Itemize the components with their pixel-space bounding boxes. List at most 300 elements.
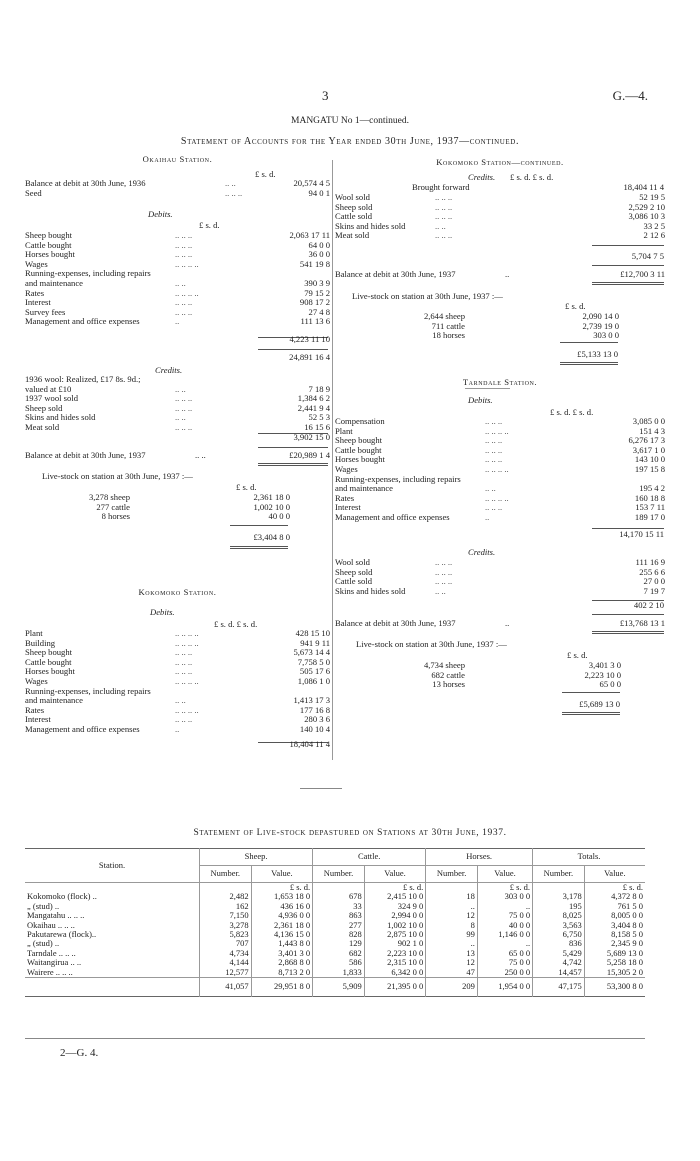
cell-cn: 678	[313, 892, 365, 901]
cell-tn: 3,178	[533, 892, 585, 901]
ledger-label: Cattle bought	[25, 240, 72, 250]
table-row	[25, 930, 645, 939]
ledger-amount: 189 17 0	[634, 511, 665, 522]
ledger-amount: 541 19 8	[299, 258, 330, 269]
ledger-row	[25, 260, 330, 270]
ledger-leader: .. ..	[175, 277, 186, 288]
cell-tn: 3,563	[533, 921, 585, 930]
ledger-leader: .. .. .. ..	[485, 425, 509, 436]
cell-sn: 4,144	[200, 958, 252, 967]
col-station: Station.	[98, 859, 126, 870]
livestock-row	[60, 512, 290, 522]
ledger-row	[25, 189, 330, 199]
ledger-label: and maintenance	[25, 278, 83, 288]
ledger-row	[335, 558, 665, 568]
tarndale-balance-table	[335, 619, 665, 629]
total-all-number: 47,175	[533, 978, 585, 997]
ledger-label: Sheep bought	[25, 648, 73, 658]
kokomoko-cont-livestock-col: £ s. d.	[565, 301, 586, 311]
ledger-label: Meat sold	[25, 422, 60, 432]
okaihau-col-head: £ s. d.	[255, 169, 276, 179]
ledger-leader: .. .. .. ..	[175, 675, 199, 686]
okaihau-debits-head: Debits.	[148, 209, 173, 219]
unit-sheep: £ s. d.	[251, 883, 313, 893]
ledger-label: Sheep sold	[335, 567, 373, 577]
cell-cv: 324 9 0	[364, 902, 426, 911]
ledger-leader: .. .. ..	[175, 230, 193, 240]
cell-station: „ (stud) ..	[27, 900, 60, 911]
cell-sn: 7,150	[200, 911, 252, 920]
ledger-label: Seed	[25, 188, 42, 198]
ledger-row	[335, 270, 665, 280]
ledger-label: Wool sold	[335, 193, 370, 202]
ledger-leader: .. .. ..	[485, 444, 503, 455]
ledger-amount: 7 18 9	[308, 383, 330, 394]
livestock-kind: 13 horses	[432, 679, 465, 690]
ledger-label: Sheep bought	[25, 231, 73, 240]
ledger-leader	[175, 687, 266, 697]
ledger-amount: 111 16 9	[635, 557, 665, 567]
ledger-label: Skins and hides sold	[335, 221, 406, 231]
ledger-label: Survey fees	[25, 307, 66, 317]
ledger-label: Running-expenses, including repairs	[25, 269, 151, 279]
okaihau-balance-table	[25, 451, 330, 461]
tarndale-livestock-col: £ s. d.	[567, 650, 588, 660]
cell-hn: 99	[426, 930, 478, 939]
cell-cn: 863	[313, 911, 365, 920]
okaihau-opening-table	[25, 179, 330, 198]
cell-station: Waitangirua .. ..	[27, 957, 82, 968]
ledger-leader: .. .. ..	[175, 647, 193, 658]
ledger-leader: ..	[485, 511, 490, 522]
cell-cv: 2,415 10 0	[364, 892, 426, 901]
ledger-leader: .. .. ..	[485, 502, 503, 513]
cell-tn: 14,457	[533, 968, 585, 978]
okaihau-livestock-col: £ s. d.	[236, 482, 257, 492]
cell-hn: 47	[426, 968, 478, 978]
table-row	[25, 892, 645, 901]
kokomoko-cont-balance-table	[335, 270, 665, 280]
ledger-amount: 160 18 8	[634, 492, 665, 503]
okaihau-credits-total: 3,902 15 0	[293, 432, 330, 442]
livestock-leader	[465, 671, 561, 681]
kokomoko-debits-head: Debits.	[150, 607, 175, 617]
table-row	[25, 958, 645, 967]
ledger-amount: 2 12 6	[643, 230, 665, 241]
livestock-leader	[465, 322, 559, 332]
kokomoko-cont-credits-table	[335, 193, 665, 241]
okaihau-credits-table	[25, 375, 330, 433]
ledger-row	[25, 423, 330, 433]
sub-value: Value.	[251, 866, 313, 883]
document-ref: G.—4.	[612, 88, 648, 103]
tarndale-debits-table	[335, 417, 665, 523]
sub-number: Number.	[426, 866, 478, 883]
cell-cn: 828	[313, 930, 365, 939]
cell-tv: 8,158 5 0	[584, 930, 645, 939]
cell-hv: 1,146 0 0	[477, 930, 532, 939]
kokomoko-cont-livestock-head: Live-stock on station at 30th June, 1937 :—	[352, 291, 503, 301]
ledger-leader: .. .. ..	[175, 666, 193, 677]
ledger-amount: 2,063 17 11	[289, 230, 330, 240]
cell-hn: ..	[426, 939, 478, 948]
ledger-row	[25, 451, 330, 461]
cell-hv: 75 0 0	[477, 958, 532, 967]
cell-cn: 1,833	[313, 968, 365, 978]
tarndale-livestock-table	[395, 661, 621, 690]
ledger-leader: ..	[505, 269, 510, 279]
cell-cv: 2,994 0 0	[364, 911, 426, 920]
ledger-amount: 7 19 7	[643, 585, 665, 596]
cell-cn: 129	[313, 939, 365, 948]
livestock-kind: 3,278 sheep	[88, 492, 130, 502]
ledger-amount: 3,617 1 0	[632, 444, 665, 455]
ledger-leader: .. .. ..	[435, 566, 453, 577]
table-row	[25, 911, 645, 920]
ledger-leader: ..	[175, 723, 180, 734]
ledger-leader: .. .. ..	[225, 187, 243, 198]
total-cattle-value: 21,395 0 0	[364, 978, 426, 997]
cell-cv: 2,875 10 0	[364, 930, 426, 939]
sub-value: Value.	[364, 866, 426, 883]
cell-hv: ..	[477, 902, 532, 911]
okaihau-livestock-table	[60, 493, 290, 522]
group-sheep: Sheep.	[200, 849, 313, 866]
livestock-row	[395, 322, 619, 332]
livestock-kind: 18 horses	[432, 330, 465, 341]
livestock-kind: 277 cattle	[96, 501, 130, 512]
ledger-row	[335, 587, 665, 597]
ledger-leader: .. ..	[175, 695, 186, 706]
ledger-leader: .. .. ..	[485, 454, 503, 465]
livestock-row	[395, 671, 621, 681]
ledger-label: Skins and hides sold	[335, 586, 406, 596]
ledger-leader: .. .. .. ..	[175, 704, 199, 715]
ledger-amount: 6,276 17 3	[628, 435, 665, 446]
ledger-label: 1936 wool: Realized, £17 8s. 9d.;	[25, 375, 141, 384]
cell-station: „ (stud) ..	[27, 938, 60, 949]
ledger-amount: 177 16 8	[299, 704, 330, 715]
ledger-amount: 7,758 5 0	[297, 656, 330, 667]
kokomoko-debits-total: 18,404 11 4	[289, 739, 330, 749]
ledger-leader: .. .. .. ..	[175, 637, 199, 648]
ledger-amount: 197 15 8	[634, 463, 665, 474]
cell-tn: 195	[533, 902, 585, 911]
livestock-value: 40 0 0	[268, 511, 290, 522]
ledger-label: Rates	[25, 705, 45, 715]
cell-sv: 3,401 3 0	[251, 949, 313, 958]
ledger-amount: 111 13 6	[300, 316, 330, 327]
cell-tv: 4,372 8 0	[584, 892, 645, 901]
cell-sv: 1,443 8 0	[251, 939, 313, 948]
ledger-leader: .. .. ..	[175, 297, 193, 308]
kokomoko-cont-livestock-table	[395, 312, 619, 341]
ledger-leader	[175, 375, 266, 385]
ledger-leader: .. .. .. ..	[175, 287, 199, 298]
ledger-leader: .. .. ..	[175, 714, 193, 725]
cell-tv: 15,305 2 0	[584, 968, 645, 978]
livestock-statement-title: Statement of Live-stock depastured on Stations at 30th June, 1937.	[193, 828, 507, 838]
table-row	[25, 968, 645, 978]
ledger-amount: 151 4 3	[639, 425, 665, 436]
cell-sn: 12,577	[200, 968, 252, 978]
livestock-kind: 2,644 sheep	[423, 311, 465, 321]
ledger-label: Balance at debit at 30th June, 1936	[25, 179, 146, 188]
statement-title: Statement of Accounts for the Year ended 30th June, 1937—continued.	[180, 136, 520, 147]
ledger-label: Wages	[335, 464, 358, 474]
cell-cn: 277	[313, 921, 365, 930]
cell-sv: 436 16 0	[251, 902, 313, 911]
ledger-leader: .. .. ..	[435, 576, 453, 587]
ledger-amount: £13,768 13 1	[619, 618, 665, 628]
ledger-label: Rates	[335, 493, 355, 503]
cell-sn: 4,734	[200, 949, 252, 958]
sub-number: Number.	[313, 866, 365, 883]
ledger-label: Sheep sold	[25, 403, 63, 413]
livestock-row	[395, 331, 619, 341]
kokomoko-cont-credits-head: Credits.	[468, 172, 496, 182]
livestock-leader	[465, 331, 559, 341]
kokomoko-title: Kokomoko Station.	[138, 587, 217, 597]
cell-sn: 162	[200, 902, 252, 911]
ledger-amount: 27 4 8	[308, 306, 330, 317]
ledger-row	[335, 475, 665, 485]
cell-tv: 8,005 0 0	[584, 911, 645, 920]
cell-station: Mangatahu .. .. ..	[27, 910, 85, 921]
ledger-amount: 94 0 1	[308, 187, 330, 198]
ledger-label: Sheep sold	[335, 202, 373, 212]
tarndale-debits-head: Debits.	[468, 395, 493, 405]
ledger-leader: .. ..	[175, 412, 186, 423]
table-row	[25, 949, 645, 958]
ledger-label: and maintenance	[335, 484, 393, 494]
ledger-amount: 140 10 4	[299, 723, 330, 734]
cell-sv: 2,868 8 0	[251, 958, 313, 967]
cell-tv: 2,345 9 0	[584, 939, 645, 948]
ledger-label: Skins and hides sold	[25, 413, 96, 423]
column-divider	[332, 160, 333, 760]
ledger-label: Balance at debit at 30th June, 1937	[335, 269, 456, 279]
livestock-leader	[465, 680, 561, 690]
cell-hv: 250 0 0	[477, 968, 532, 978]
cell-sv: 1,653 18 0	[251, 892, 313, 901]
unit-totals: £ s. d.	[584, 883, 645, 893]
cell-hn: 12	[426, 958, 478, 967]
report-title-text: MANGATU No 1—continued.	[291, 116, 409, 126]
unit-cattle: £ s. d.	[364, 883, 426, 893]
ledger-label: Horses bought	[25, 667, 75, 677]
ledger-leader: .. .. ..	[175, 402, 193, 413]
ledger-row	[335, 203, 665, 213]
cell-hn: 12	[426, 911, 478, 920]
livestock-value: 1,002 10 0	[253, 501, 290, 512]
livestock-kind: 8 horses	[101, 511, 130, 522]
okaihau-title: Okaihau Station.	[142, 154, 213, 164]
cell-station: Pakutarewa (flock)..	[27, 929, 97, 940]
ledger-leader: .. .. .. ..	[175, 258, 199, 269]
cell-hv: ..	[477, 939, 532, 948]
sub-number: Number.	[533, 866, 585, 883]
ledger-label: Plant	[335, 426, 353, 436]
ledger-label: Interest	[25, 298, 51, 308]
kokomoko-cont-brought-label: Brought forward	[412, 182, 470, 192]
kokomoko-cont-brought-value: 18,404 11 4	[623, 182, 664, 192]
ledger-label: Horses bought	[335, 455, 385, 465]
ledger-amount: 2,441 9 4	[297, 402, 330, 413]
cell-hn: 13	[426, 949, 478, 958]
group-cattle: Cattle.	[313, 849, 426, 866]
tarndale-credits-table	[335, 558, 665, 596]
ledger-label: Wages	[25, 676, 48, 686]
ledger-label: Interest	[335, 503, 361, 513]
ledger-amount: 33 2 5	[643, 220, 665, 231]
ledger-label: 1937 wool sold	[25, 394, 78, 404]
tarndale-debits-total: 14,170 15 11	[619, 529, 664, 539]
cell-tv: 3,404 8 0	[584, 921, 645, 930]
ledger-label: Horses bought	[25, 250, 75, 260]
livestock-leader	[130, 503, 230, 513]
cell-sn: 707	[200, 939, 252, 948]
kokomoko-cont-col-head: £ s. d. £ s. d.	[510, 172, 554, 182]
cell-hn: ..	[426, 902, 478, 911]
cell-hv: 40 0 0	[477, 921, 532, 930]
livestock-leader	[465, 312, 559, 322]
cell-hv: 75 0 0	[477, 911, 532, 920]
cell-tn: 836	[533, 939, 585, 948]
ledger-amount: 505 17 6	[299, 666, 330, 677]
ledger-label: Cattle sold	[335, 212, 372, 222]
cell-cn: 586	[313, 958, 365, 967]
cell-tn: 4,742	[533, 958, 585, 967]
kokomoko-cont-title: Kokomoko Station—continued.	[436, 157, 564, 167]
footer-ref: 2—G. 4.	[60, 1047, 99, 1059]
total-sheep-value: 29,951 8 0	[251, 978, 313, 997]
ledger-row	[335, 619, 665, 629]
sub-number: Number.	[200, 866, 252, 883]
ledger-leader: .. .. .. ..	[485, 492, 509, 503]
table-row	[25, 921, 645, 930]
okaihau-livestock-head: Live-stock on station at 30th June, 1937 :—	[42, 471, 193, 481]
ledger-row	[335, 513, 665, 523]
ledger-label: and maintenance	[25, 696, 83, 706]
ledger-leader: .. .. ..	[175, 249, 193, 260]
ledger-label: Cattle bought	[25, 657, 72, 667]
section-separator	[300, 788, 342, 789]
ledger-row	[335, 212, 665, 222]
livestock-kind: 711 cattle	[431, 320, 465, 331]
cell-cv: 6,342 0 0	[364, 968, 426, 978]
ledger-label: Wages	[25, 259, 48, 269]
livestock-value: 3,401 3 0	[588, 660, 621, 670]
ledger-leader: .. ..	[435, 585, 446, 596]
ledger-amount: 52 5 3	[308, 412, 330, 423]
ledger-amount: 2,529 2 10	[628, 201, 665, 212]
ledger-amount: 27 0 0	[643, 576, 665, 587]
livestock-value: 65 0 0	[599, 679, 621, 690]
ledger-row	[335, 568, 665, 578]
livestock-leader	[130, 512, 230, 522]
ledger-row	[25, 677, 330, 687]
sub-value: Value.	[584, 866, 645, 883]
cell-station: Okaihau .. .. ..	[27, 919, 75, 930]
ledger-label: Sheep bought	[335, 436, 383, 446]
ledger-amount: 79 15 2	[304, 287, 330, 298]
total-horses-value: 1,954 0 0	[477, 978, 532, 997]
cell-cv: 2,315 10 0	[364, 958, 426, 967]
ledger-amount: 941 9 11	[300, 637, 330, 648]
cell-sv: 8,713 2 0	[251, 968, 313, 978]
okaihau-grand-total: 24,891 16 4	[289, 352, 330, 362]
ledger-amount: £12,700 3 11	[620, 269, 665, 279]
livestock-kind: 4,734 sheep	[423, 660, 465, 670]
livestock-value: 2,223 10 0	[584, 669, 621, 680]
ledger-amount: 36 0 0	[308, 249, 330, 260]
ledger-label: Balance at debit at 30th June, 1937	[335, 618, 456, 628]
livestock-value: 2,090 14 0	[582, 311, 619, 321]
ledger-amount: 1,384 6 2	[297, 393, 330, 404]
kokomoko-col-head: £ s. d. £ s. d.	[214, 619, 258, 629]
ledger-amount: 255 6 6	[639, 566, 665, 577]
ledger-leader: .. .. ..	[435, 201, 453, 212]
cell-sn: 3,278	[200, 921, 252, 930]
ledger-label: Building	[25, 638, 56, 648]
ledger-amount: 1,086 1 0	[297, 675, 330, 686]
cell-station: Wairere .. .. ..	[27, 966, 73, 977]
group-totals: Totals.	[533, 849, 645, 866]
ledger-row	[335, 503, 665, 513]
ledger-label: valued at £10	[25, 384, 72, 394]
cell-cn: 33	[313, 902, 365, 911]
ledger-leader: .. ..	[435, 220, 446, 231]
cell-tv: 5,689 13 0	[584, 949, 645, 958]
report-title	[0, 117, 700, 127]
cell-station: Kokomoko (flock) ..	[27, 891, 97, 902]
ledger-leader: .. .. ..	[485, 435, 503, 446]
cell-sn: 5,823	[200, 930, 252, 939]
ledger-amount: £20,989 1 4	[289, 450, 330, 460]
cell-tv: 5,258 18 0	[584, 958, 645, 967]
ledger-leader: .. .. .. ..	[485, 463, 509, 474]
ledger-amount: 1,413 17 3	[293, 695, 330, 706]
cell-tn: 6,750	[533, 930, 585, 939]
ledger-label: Cattle bought	[335, 445, 382, 455]
ledger-label: Cattle sold	[335, 577, 372, 587]
cell-hn: 8	[426, 921, 478, 930]
okaihau-credits-head: Credits.	[155, 365, 183, 375]
ledger-amount: 280 3 6	[304, 714, 330, 725]
cell-sv: 2,361 18 0	[251, 921, 313, 930]
ledger-label: Running-expenses, including repairs	[25, 686, 151, 696]
ledger-leader: .. .. ..	[435, 192, 453, 202]
ledger-label: Interest	[25, 715, 51, 725]
cell-tv: 761 5 0	[584, 902, 645, 911]
okaihau-debits-table	[25, 231, 330, 327]
ledger-leader: .. .. ..	[485, 416, 503, 426]
ledger-row	[25, 725, 330, 735]
cell-tn: 5,429	[533, 949, 585, 958]
cell-hn: 18	[426, 892, 478, 901]
ledger-amount: 143 10 0	[634, 454, 665, 465]
ledger-row	[335, 231, 665, 241]
livestock-row	[395, 680, 621, 690]
ledger-label: Management and office expenses	[335, 512, 450, 522]
ledger-label: Running-expenses, including repairs	[335, 474, 461, 484]
table-row	[25, 902, 645, 911]
ledger-label: Management and office expenses	[25, 317, 140, 327]
ledger-row	[335, 222, 665, 232]
total-sheep-number: 41,057	[200, 978, 252, 997]
tarndale-livestock-total: £5,689 13 0	[579, 699, 620, 709]
